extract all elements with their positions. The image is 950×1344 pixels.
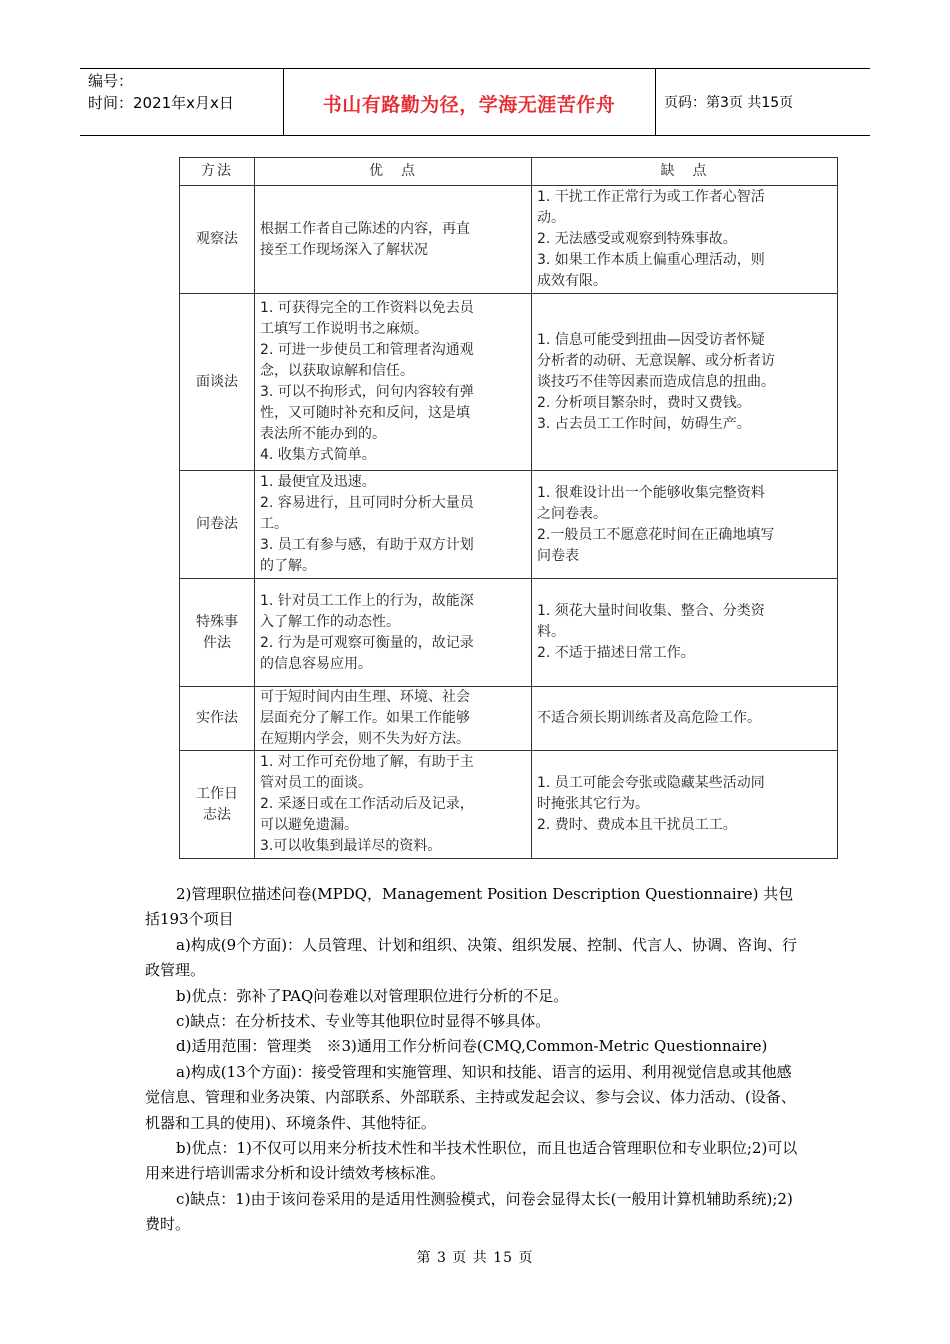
cell-line: 层面充分了解工作。如果工作能够 [260,710,470,726]
cons-cell [532,579,838,687]
table-row [180,687,838,751]
cell-line: 工作日 [196,785,238,802]
cell-line: 4. 收集方式简单。 [260,447,376,463]
cell-line: 入了解工作的动态性。 [260,613,400,630]
method-cell [180,186,255,294]
body-paragraph: c)缺点：1)由于该问卷采用的是适用性测验模式，问卷会显得太长(一般用计算机辅助系统);2)费时。 [145,1189,793,1234]
body-paragraph: d)适用范围：管理类 ※3)通用工作分析问卷(CMQ,Common-Metric Questionnaire) [176,1037,768,1056]
cell-line: 料。 [537,624,565,640]
table-row [180,751,838,859]
document-body [145,882,805,1238]
method-cell [180,294,255,471]
cell-line: 2. 可进一步使员工和管理者沟通观 [260,342,474,358]
cell-line: 1. 很难设计出一个能够收集完整资料 [537,484,765,501]
table-row [180,579,838,687]
cons-cell [532,751,838,859]
cell-line: 2. 不适于描述日常工作。 [537,645,695,661]
page-footer: 第 3 页 共 15 页 [416,1250,534,1266]
cell-line: 1. 须花大量时间收集、整合、分类资 [537,603,765,619]
cell-line: 1. 可获得完全的工作资料以免去员 [260,300,474,316]
cell-line: 1. 员工可能会夸张或隐藏某些活动同 [537,775,765,791]
body-paragraph: a)构成(9个方面)：人员管理、计划和组织、决策、组织发展、控制、代言人、协调、咨询、行政管理。 [145,935,798,980]
cell-line: 问卷表 [537,547,579,564]
cell-line: 的了解。 [260,558,316,574]
cell-line: 问卷法 [196,516,238,532]
cell-line: 志法 [203,806,231,823]
body-paragraph: a)构成(13个方面)：接受管理和实施管理、知识和技能、语言的运用、利用视觉信息或其他感觉信息、管理和业务决策、内部联系、外部联系、主持或发起会议、参与会议、体力活动、(设备、机器和工具的使用)、环境条件、其他特征。 [145,1062,796,1132]
cell-line: 可于短时间内由生理、环境、社会 [260,689,470,705]
cell-line: 件法 [203,634,231,651]
cell-line: 工。 [260,516,288,532]
cell-line: 实作法 [196,710,238,726]
cell-line: 1. 最便宜及迅速。 [260,474,376,490]
method-cell [180,687,255,751]
table-header-row [180,158,838,186]
cell-line: 不适合须长期训练者及高危险工作。 [537,710,761,726]
cell-line: 根据工作者自己陈述的内容，再直 [260,220,470,237]
cell-line: 2. 容易进行，且可同时分析大量员 [260,495,474,511]
cell-line: 特殊事 [196,613,238,630]
document-number-label: 编号： [88,72,134,90]
cell-line: 接至工作现场深入了解状况 [260,241,428,258]
cell-line: 观察法 [196,231,238,247]
method-cell [180,751,255,859]
cell-line: 念，以获取谅解和信任。 [260,363,414,379]
cell-line: 分析者的动研、无意误解、或分析者访 [537,352,775,369]
cell-line: 可以避免遗漏。 [260,817,358,833]
column-header-method: 方法 [180,158,255,186]
cons-cell [532,186,838,294]
cell-line: 2. 行为是可观察可衡量的，故记录 [260,634,474,651]
header-bottom-rule [80,135,870,136]
body-paragraph: b)优点：1)不仅可以用来分析技术性和半技术性职位，而且也适合管理职位和专业职位;2)可以用来进行培训需求分析和设计绩效考核标准。 [145,1139,798,1183]
cell-line: 2.一般员工不愿意花时间在正确地填写 [537,526,775,543]
pros-cell [255,186,532,294]
cell-line: 1. 信息可能受到扭曲—因受访者怀疑 [537,331,765,348]
column-header-cons: 缺 点 [532,158,838,186]
document-time-label: 时间：2021年x月x日 [88,94,234,112]
pros-cell [255,751,532,859]
cell-line: 3.可以收集到最详尽的资料。 [260,838,442,854]
pros-cell [255,471,532,579]
table-row [180,294,838,471]
cons-cell [532,294,838,471]
cell-line: 的信息容易应用。 [260,655,372,672]
cell-line: 1. 干扰工作正常行为或工作者心智活 [537,189,765,205]
cell-line: 管对员工的面谈。 [260,775,372,791]
cell-line: 2. 分析项目繁杂时，费时又费钱。 [537,394,751,411]
header-meta [88,70,234,114]
table-body [180,186,838,859]
cell-line: 时掩张其它行为。 [537,796,649,812]
cell-line: 谈技巧不佳等因素而造成信息的扭曲。 [537,373,775,390]
table-row [180,186,838,294]
pros-cell [255,687,532,751]
method-cell [180,471,255,579]
header-divider [655,68,656,136]
cell-line: 表法所不能办到的。 [260,426,386,442]
cell-line: 1. 针对员工工作上的行为，故能深 [260,592,474,609]
pros-cell [255,579,532,687]
cell-line: 动。 [537,210,565,226]
cell-line: 2. 无法感受或观察到特殊事故。 [537,231,737,247]
cell-line: 3. 如果工作本质上偏重心理活动，则 [537,252,765,268]
table-row [180,471,838,579]
job-analysis-methods-table [179,157,838,859]
body-paragraph: 2)管理职位描述问卷(MPDQ，Management Position Description Questionnaire) 共包括193个项目 [145,885,794,929]
cell-line: 2. 采逐日或在工作活动后及记录， [260,796,474,812]
body-paragraph: b)优点：弥补了PAQ问卷难以对管理职位进行分析的不足。 [176,986,569,1005]
header-top-rule [80,68,870,69]
cell-line: 3. 占去员工工作时间，妨碍生产。 [537,415,751,432]
header-motto: 书山有路勤为径，学海无涯苦作舟 [322,94,616,116]
column-header-pros: 优 点 [255,158,532,186]
cell-line: 工填写工作说明书之麻烦。 [260,321,428,337]
pros-cell [255,294,532,471]
cell-line: 面谈法 [196,373,238,390]
cell-line: 2. 费时、费成本且干扰员工工。 [537,817,737,833]
body-paragraph: c)缺点：在分析技术、专业等其他职位时显得不够具体。 [176,1012,551,1031]
header-page-info: 页码：第3页 共15页 [664,95,794,111]
cell-line: 性，又可随时补充和反问，这是填 [260,405,470,421]
cons-cell [532,471,838,579]
cons-cell [532,687,838,751]
cell-line: 1. 对工作可充份地了解，有助于主 [260,754,474,770]
cell-line: 在短期内学会，则不失为好方法。 [260,731,470,747]
cell-line: 3. 可以不拘形式，问句内容较有弹 [260,384,474,400]
cell-line: 之问卷表。 [537,505,607,522]
method-cell [180,579,255,687]
cell-line: 成效有限。 [537,273,607,289]
cell-line: 3. 员工有参与感，有助于双方计划 [260,537,474,553]
